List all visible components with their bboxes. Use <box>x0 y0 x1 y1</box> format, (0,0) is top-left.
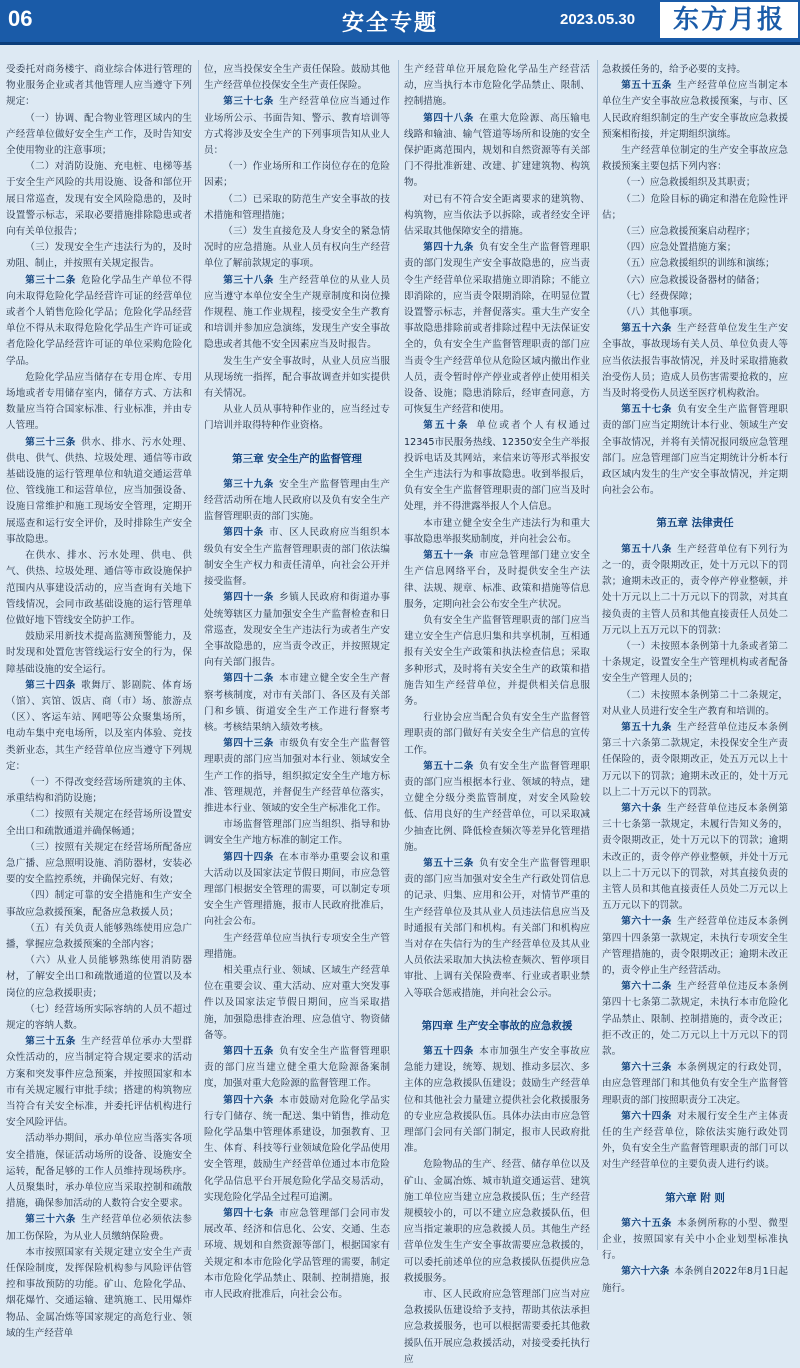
article-paragraph <box>602 402 788 499</box>
article-paragraph <box>602 542 788 639</box>
paragraph: （一）未按照本条例第十九条或者第二十条规定，设置安全生产管理机构或者配备安全生产管理人员的； <box>602 640 788 685</box>
article-number: 第五十五条 <box>621 80 672 92</box>
paragraph: 生产经营单位应当执行专项安全生产管理措施。 <box>204 932 390 960</box>
article-number: 第四十六条 <box>223 1094 274 1106</box>
issue-date: 2023.05.30 <box>560 11 636 28</box>
article-number: 第五十九条 <box>621 721 672 733</box>
paragraph: 危险化学品应当储存在专用仓库、专用场地或者专用储存室内，储存方式、方法和数量应当符合国家标准、行业标准，并由专人管理。 <box>6 371 192 432</box>
paragraph: （六）应急救援设备器材的储备； <box>621 274 766 286</box>
article-text: 市应急管理部门建立安全生产信息网络平台，及时提供安全生产法律、法规、规章、标准、政策和措施等信息服务，定期向社会公布安全生产状况。 <box>404 550 591 610</box>
article-number: 第六十条 <box>621 802 662 814</box>
column-2 <box>204 62 390 1303</box>
article-text: 生产经营单位有下列行为之一的，责令限期改正，处十万元以下的罚款；逾期未改正的，责令停产停业整顿，并处十万元以上二十万元以下的罚款，对其直接负责的主管人员和其他直接责任人员处二万元以上五万元以下的罚款： <box>602 543 789 636</box>
article-paragraph <box>404 418 590 515</box>
article-text: 在本市举办重要会议和重大活动以及国家法定节假日期间，市应急管理部门根据安全管理的需要，可以制定专项安全生产管理措施，报市人民政府批准后，向社会公布。 <box>204 851 391 928</box>
paragraph: （六）从业人员能够熟练使用消防器材，了解安全出口和疏散通道的位置以及本岗位的应急救援职责； <box>6 955 192 999</box>
article-text: 负有安全生产监督管理职责的部门发现生产安全事故隐患的，应当责令生产经营单位采取措施立即消除；不能立即消除的，应当责令限期消除，在明显位置设置警示标志，并督促落实。重大生产安全事故隐患排除前或者排除过程中无法保证安全的，负有安全生产监督管理职责的部门应当责令生产经营单位从危险区域内撤出作业人员，责令暂时停产停业或者停止使用相关设备、设施；隐患消除后，经审查同意，方可恢复生产经营和使用。 <box>404 242 591 416</box>
article-text: 生产经营单位违反本条例第四十四条第一款规定，未执行专项安全生产管理措施的，责令限期改正；逾期未改正的，责令停止生产经营活动。 <box>602 916 789 976</box>
article-number: 第三十三条 <box>25 436 76 448</box>
article-paragraph <box>204 850 390 931</box>
paragraph: （四）应急处置措施方案； <box>621 242 737 254</box>
article-paragraph <box>204 1206 390 1303</box>
article-number: 第六十六条 <box>621 1266 670 1278</box>
paragraph: （三）发现安全生产违法行为的，及时劝阻、制止，并按照有关规定报告。 <box>6 242 192 270</box>
paragraph: （二）按照有关规定在经营场所设置安全出口和疏散通道并确保畅通； <box>6 809 192 837</box>
article-paragraph <box>602 914 788 979</box>
paragraph: （二）已采取的防范生产安全事故的技术措施和管理措施； <box>204 193 390 221</box>
article-text: 本条例自2022年8月1日起施行。 <box>602 1266 789 1294</box>
page-number: 06 <box>8 6 33 31</box>
article-number: 第三十七条 <box>223 96 274 108</box>
paragraph: （一）协调、配合物业管理区域内的生产经营单位做好安全生产工作，及时告知安全使用物业的注意事项； <box>6 112 192 157</box>
article-number: 第六十二条 <box>621 981 672 993</box>
article-paragraph <box>602 720 788 801</box>
column-divider <box>398 60 399 1250</box>
article-text: 危险化学品生产单位不得向未取得危险化学品经营许可证的经营单位或者个人销售危险化学品；危险化学品经营单位不得从未取得危险化学品生产许可证或者危险化学品经营许可证的单位采购危险化学品。 <box>6 274 193 367</box>
article-text: 对未履行安全生产主体责任的生产经营单位，除依法实施行政处罚外，负有安全生产监督管理职责的部门可以对生产经营单位的主要负责人进行约谈。 <box>602 1110 789 1171</box>
article-paragraph <box>204 736 390 817</box>
article-text: 本市鼓励对危险化学品实行专门储存、统一配送、集中销售，推动危险化学品集中管理体系建设，加强教育、卫生、体育、科技等行业领域危险化学品使用安全管理，鼓励生产经营单位通过本市危险化学品信息平台开展危险化学品交易活动，实现危险化学品全过程可追溯。 <box>204 1094 391 1203</box>
column-3 <box>404 62 590 1368</box>
article-paragraph <box>404 759 590 856</box>
article-number: 第四十二条 <box>223 673 274 685</box>
article-paragraph <box>404 856 590 1002</box>
masthead <box>0 0 800 45</box>
article-paragraph <box>602 321 788 402</box>
paragraph: （七）经营场所实际容纳的人员不超过规定的容纳人数。 <box>6 1003 192 1031</box>
article-text: 在重大危险源、高压输电线路和输油、输气管道等场所和设施的安全保护距离范围内，规划和自然资源等有关部门不得批准新建、改建、扩建建筑物、构筑物。 <box>404 112 591 189</box>
article-number: 第三十五条 <box>25 1036 76 1048</box>
article-number: 第四十九条 <box>423 242 474 254</box>
article-text: 本市加强生产安全事故应急能力建设，统筹、规划、推动多层次、多主体的应急救援队伍建设；鼓励生产经营单位和其他社会力量建立提供社会化救援服务的专业应急救援队伍。具体办法由市应急管理部门会同有关部门制定，报市人民政府批准。 <box>404 1045 591 1155</box>
article-text: 本条例所称的小型、微型企业，按照国家有关中小企业划型标准执行。 <box>602 1217 789 1262</box>
article-paragraph <box>602 78 788 143</box>
article-paragraph <box>204 1044 390 1093</box>
paragraph: 在供水、排水、污水处理、供电、供气、供热、垃圾处理、通信等市政设施保护范围内从事建设活动的，应当查询有关地下管线情况，会同市政基础设施的运行管理单位做好地下管线安全防护工作。 <box>6 550 192 626</box>
article-text: 乡镇人民政府和街道办事处统筹辖区力量加强安全生产监督检查和日常巡查，发现安全生产违法行为或者生产安全事故隐患的，应当责令改正，并按照规定向有关部门报告。 <box>204 592 391 669</box>
paragraph: （八）其他事项。 <box>621 307 698 319</box>
paragraph: 对已有不符合安全距离要求的建筑物、构筑物，应当依法予以拆除，或者经安全评估采取其他保障安全的措施。 <box>404 193 590 238</box>
article-number: 第三十六条 <box>25 1214 76 1226</box>
article-paragraph <box>602 1216 788 1265</box>
article-text: 负有安全生产监督管理职责的部门应当根据本行业、领域的特点，建立健全分级分类监管制度，对安全风险较低、信用良好的生产经营单位，可以采取减少抽查比例、降低检查频次等差异化管理措施。 <box>404 760 591 853</box>
paragraph: （一）应急救援组织及其职责； <box>621 177 756 189</box>
paragraph: 生产经营单位制定的生产安全事故应急救援预案主要包括下列内容： <box>602 145 788 173</box>
article-number: 第五十三条 <box>423 857 474 869</box>
article-number: 第五十二条 <box>423 760 474 772</box>
article-number: 第四十八条 <box>423 112 474 124</box>
paragraph: 生产经营单位开展危险化学品生产经营活动，应当执行本市危险化学品禁止、限制、控制措施。 <box>404 64 590 108</box>
article-number: 第四十五条 <box>223 1045 274 1057</box>
article-paragraph <box>6 273 192 370</box>
article-paragraph <box>602 1109 788 1174</box>
article-paragraph <box>6 678 192 775</box>
paragraph: （三）按照有关规定在经营场所配备应急广播、应急照明设施、消防器材，安装必要的安全监控系统，并确保完好、有效； <box>6 841 192 886</box>
paragraph: 危险物品的生产、经营、储存单位以及矿山、金属冶炼、城市轨道交通运营、建筑施工单位应当建立应急救援队伍；生产经营规模较小的，可以不建立应急救援队伍，但应当指定兼职的应急救援人员。其他生产经营单位发生生产安全事故需要应急救援的，可以委托前述单位的应急救援队伍提供应急救援服务。 <box>404 1159 590 1284</box>
column-4 <box>602 62 788 1297</box>
article-text: 歌舞厅、影剧院、体育场（馆）、宾馆、饭店、商（市）场、旅游点（区）、客运车站、网吧等公众聚集场所，电动车集中充电场所，以及室内体验、竞技类新业态，其生产经营单位应当遵守下列规定： <box>6 679 193 772</box>
article-paragraph <box>404 240 590 418</box>
article-number: 第六十一条 <box>621 916 672 928</box>
paragraph: （二）危险目标的确定和潜在危险性评估； <box>602 193 788 221</box>
paragraph: （三）发生直接危及人身安全的紧急情况时的应急措施。从业人员有权向生产经营单位了解前款规定的事项。 <box>204 226 390 270</box>
column-divider <box>597 60 598 1250</box>
article-number: 第三十九条 <box>223 478 274 490</box>
article-paragraph <box>602 1264 788 1296</box>
article-paragraph <box>6 435 192 548</box>
paragraph: 活动举办期间，承办单位应当落实各项安全措施，保证活动场所的设备、设施安全运转，配备足够的工作人员维持现场秩序。人员聚集时，承办单位应当采取控制和疏散措施，确保参加活动的人数符合安全要求。 <box>6 1133 192 1210</box>
newspaper-logo: 东方月报 <box>660 2 798 38</box>
article-text: 市、区人民政府应当组织本级负有安全生产监督管理职责的部门依法编制安全生产权力和责任清单，向社会公开并接受监督。 <box>204 527 391 588</box>
paragraph: 行业协会应当配合负有安全生产监督管理职责的部门做好有关安全生产信息的宣传工作。 <box>404 712 590 756</box>
article-text: 负有安全生产监督管理职责的部门应当建立健全重大危险源备案制度，加强对重大危险源的监督管理工作。 <box>204 1045 391 1090</box>
paragraph: 从业人员从事特种作业的，应当经过专门培训并取得特种作业资格。 <box>204 404 390 432</box>
article-paragraph <box>404 548 590 613</box>
article-paragraph <box>204 94 390 159</box>
article-number: 第五十条 <box>423 420 470 432</box>
article-number: 第四十四条 <box>223 851 274 863</box>
article-text: 生产经营单位违反本条例第三十六条第二款规定，未投保安全生产责任保险的，责令限期改正，处五万元以上十万元以下的罚款；逾期未改正的，处十万元以上二十万元以下的罚款。 <box>602 721 789 798</box>
paragraph: 本市按照国家有关规定建立安全生产责任保险制度，发挥保险机构参与风险评估管控和事故预防的功能。矿山、危险化学品、烟花爆竹、交通运输、建筑施工、民用爆炸物品、金属冶炼等国家规定的高危行业、领域的生产经营单 <box>6 1246 192 1339</box>
article-number: 第三十八条 <box>223 274 274 286</box>
article-text: 供水、排水、污水处理、供电、供气、供热、垃圾处理、通信等市政基础设施的运行管理单位和轨道交通运营单位、管线施工和运营单位，应当加强设备、设施日常维护和施工现场安全管理，定期开展巡查和运行安全评价，及时排除生产安全事故隐患。 <box>6 436 193 545</box>
article-number: 第四十条 <box>223 527 264 539</box>
article-paragraph <box>6 1212 192 1244</box>
article-paragraph <box>204 525 390 590</box>
paragraph: （五）应急救援组织的训练和演练； <box>621 258 775 270</box>
article-text: 生产经营单位应当通过作业场所公示、书面告知、警示、教育培训等方式将涉及安全生产的下列事项告知从业人员： <box>204 96 391 157</box>
article-paragraph <box>404 111 590 192</box>
article-text: 本条例规定的行政处罚，由应急管理部门和其他负有安全生产监督管理职责的部门按照职责分工决定。 <box>602 1062 789 1106</box>
column-1 <box>6 62 192 1342</box>
article-text: 生产经营单位承办大型群众性活动的，应当制定符合规定要求的活动方案和突发事件应急预案，并按照国家和本市有关规定履行审批手续；搭建的构筑物应当符合有关安全标准，并委托评估机构进行安全风险评估。 <box>6 1036 193 1129</box>
paragraph: 相关重点行业、领域、区域生产经营单位在重要会议、重大活动、应对重大突发事件以及国家法定节假日期间，应当采取措施，加强隐患排查治理、应急值守、物资储备等。 <box>204 964 390 1041</box>
article-text: 单位或者个人有权通过12345市民服务热线、12350安全生产举报投诉电话及其网站，来信来访等形式举报安全生产违法行为和事故隐患。收到举报后，负有安全生产监督管理职责的部门应当及时处理，并不得泄露举报人个人信息。 <box>404 420 591 513</box>
section-title: 安全专题 <box>341 11 438 36</box>
paragraph: （一）不得改变经营场所建筑的主体、承重结构和消防设施； <box>6 776 192 805</box>
chapter-heading: 第六章 附 则 <box>665 1191 725 1204</box>
paragraph: 发生生产安全事故时，从业人员应当服从现场统一指挥，配合事故调查并如实提供有关情况。 <box>204 355 390 400</box>
article-paragraph <box>204 273 390 354</box>
article-paragraph <box>204 1093 390 1206</box>
article-number: 第四十七条 <box>223 1208 274 1220</box>
article-paragraph <box>6 1034 192 1131</box>
article-text: 生产经营单位必须依法参加工伤保险，为从业人员缴纳保险费。 <box>6 1214 193 1242</box>
article-number: 第四十一条 <box>223 592 274 604</box>
chapter-heading: 第五章 法律责任 <box>656 517 734 530</box>
article-number: 第四十三条 <box>223 738 274 750</box>
paragraph: （三）应急救援预案启动程序； <box>621 226 756 238</box>
article-text: 市应急管理部门会同市发展改革、经济和信息化、公安、交通、生态环境、规划和自然资源等部门，根据国家有关规定和本市危险化学品管理的需要，制定本市危险化学品禁止、限制、控制措施，报市人民政府批准后，向社会公布。 <box>204 1208 391 1301</box>
paragraph: （四）制定可靠的安全措施和生产安全事故应急救援预案，配备应急救援人员； <box>6 890 192 918</box>
paragraph: 负有安全生产监督管理职责的部门应当建立安全生产信息归集和共享机制，互相通报有关安全生产政策和执法检查信息；采取多种形式，及时将有关安全生产的政策和措施告知生产经营单位，并提供相关信息服务。 <box>404 614 590 707</box>
article-number: 第五十六条 <box>621 323 672 335</box>
article-paragraph <box>602 1060 788 1109</box>
article-text: 市级负有安全生产监督管理职责的部门应当加强对本行业、领域安全生产工作的指导，组织拟定安全生产地方标准、管理规范，并督促生产经营单位落实，推进本行业、领域的安全生产标准化工作。 <box>204 738 391 814</box>
article-number: 第五十四条 <box>423 1045 474 1057</box>
article-paragraph <box>204 590 390 671</box>
paragraph: 受委托对商务楼宇、商业综合体进行管理的物业服务企业或者其他管理人应当遵守下列规定： <box>6 64 192 108</box>
article-paragraph <box>204 477 390 526</box>
article-number: 第五十八条 <box>621 543 672 555</box>
chapter-heading: 第三章 安全生产的监督管理 <box>232 452 362 465</box>
paragraph: （一）作业场所和工作岗位存在的危险因素； <box>204 161 390 189</box>
paragraph: （二）对消防设施、充电桩、电梯等基于安全生产风险的共用设施、设备和部位开展日常巡查，发现有安全风险隐患的，及时设置警示标志，采取必要措施排除隐患或者向有关单位报告； <box>6 161 192 238</box>
article-text: 生产经营单位违反本条例第四十七条第二款规定，未执行本市危险化学品禁止、限制、控制措施的，责令改正；拒不改正的，处二万元以上十万元以下的罚款。 <box>602 981 789 1057</box>
paragraph: 市、区人民政府应急管理部门应当对应急救援队伍建设给予支持，帮助其依法承担应急救援服务，也可以根据需要委托其他救援队伍开展应急救援活动，对接受委托执行应 <box>404 1289 590 1365</box>
article-text: 安全生产监督管理由生产经营活动所在地人民政府以及负有安全生产监督管理职责的部门实施。 <box>204 478 391 523</box>
paragraph: 市场监督管理部门应当组织、指导和协调安全生产地方标准的制定工作。 <box>204 819 390 847</box>
article-text: 本市建立健全安全生产督察考核制度，对市有关部门、各区及有关部门和乡镇、街道安全生产工作进行督察考核。考核结果纳入绩效考核。 <box>204 673 391 733</box>
article-body <box>0 50 800 1365</box>
article-text: 负有安全生产监督管理职责的部门应当定期统计本行业、领域生产安全事故情况，并将有关情况报同级应急管理部门。应急管理部门应当定期统计分析本行政区域内发生的生产安全事故情况，并定期向社会公布。 <box>602 404 789 497</box>
article-text: 生产经营单位违反本条例第三十七条第一款规定，未履行告知义务的，责令限期改正，处十万元以下的罚款；逾期未改正的，责令停产停业整顿，并处十万元以上二十万元以下的罚款，对其直接负责的主管人员和其他直接责任人员处二万元以上五万元以下的罚款。 <box>602 802 789 912</box>
article-text: 生产经营单位的从业人员应当遵守本单位安全生产规章制度和岗位操作规程、施工作业规程，接受安全生产教育和培训并参加应急演练，发现生产安全事故隐患或者其他不安全因素应当及时报告。 <box>204 274 391 351</box>
article-paragraph <box>404 1044 590 1157</box>
article-number: 第六十五条 <box>621 1217 672 1229</box>
paragraph: （二）未按照本条例第二十二条规定，对从业人员进行安全生产教育和培训的。 <box>602 689 788 717</box>
article-paragraph <box>602 979 788 1060</box>
article-number: 第三十四条 <box>25 679 76 691</box>
article-text: 生产经营单位应当制定本单位生产安全事故应急救援预案，与市、区人民政府组织制定的生产安全事故应急救援预案相衔接，并定期组织演练。 <box>602 80 789 140</box>
article-number: 第六十四条 <box>621 1110 672 1122</box>
article-number: 第六十三条 <box>621 1062 672 1074</box>
article-text: 生产经营单位发生生产安全事故，事故现场有关人员、单位负责人等应当依法报告事故情况，并及时采取措施救治受伤人员；造成人员伤害需要抢救的，应当及时将受伤人员送至医疗机构救治。 <box>602 323 789 400</box>
paragraph: 本市建立健全安全生产违法行为和重大事故隐患举报奖励制度，并向社会公布。 <box>404 517 590 545</box>
column-divider <box>198 60 199 1250</box>
paragraph: 鼓励采用新技术提高监测预警能力，及时发现和处置危害管线运行安全的行为，保障基础设施的安全运行。 <box>6 631 192 675</box>
article-number: 第五十七条 <box>621 404 672 416</box>
paragraph: （五）有关负责人能够熟练使用应急广播，掌握应急救援预案的全部内容； <box>6 922 192 950</box>
article-number: 第三十二条 <box>25 274 76 286</box>
paragraph: 位，应当投保安全生产责任保险。鼓励其他生产经营单位投保安全生产责任保险。 <box>204 64 390 92</box>
article-paragraph <box>602 801 788 914</box>
article-text: 负有安全生产监督管理职责的部门应当加强对安全生产行政处罚信息的记录、归集、应用和公开，对情节严重的生产经营单位及其从业人员违法信息应当及时通报有关部门和机构。有关部门和机构应当对存在失信行为的生产经营单位及其从业人员依法采取加大执法检查频次、暂停项目审批、上调有关保险费率、行业或者职业禁入等联合惩戒措施，并向社会公示。 <box>404 857 591 999</box>
paragraph: （七）经费保障； <box>621 290 698 302</box>
article-number: 第五十一条 <box>423 550 474 562</box>
paragraph: 急救援任务的，给予必要的支持。 <box>602 64 746 75</box>
chapter-heading: 第四章 生产安全事故的应急救援 <box>421 1019 573 1032</box>
article-paragraph <box>204 671 390 736</box>
